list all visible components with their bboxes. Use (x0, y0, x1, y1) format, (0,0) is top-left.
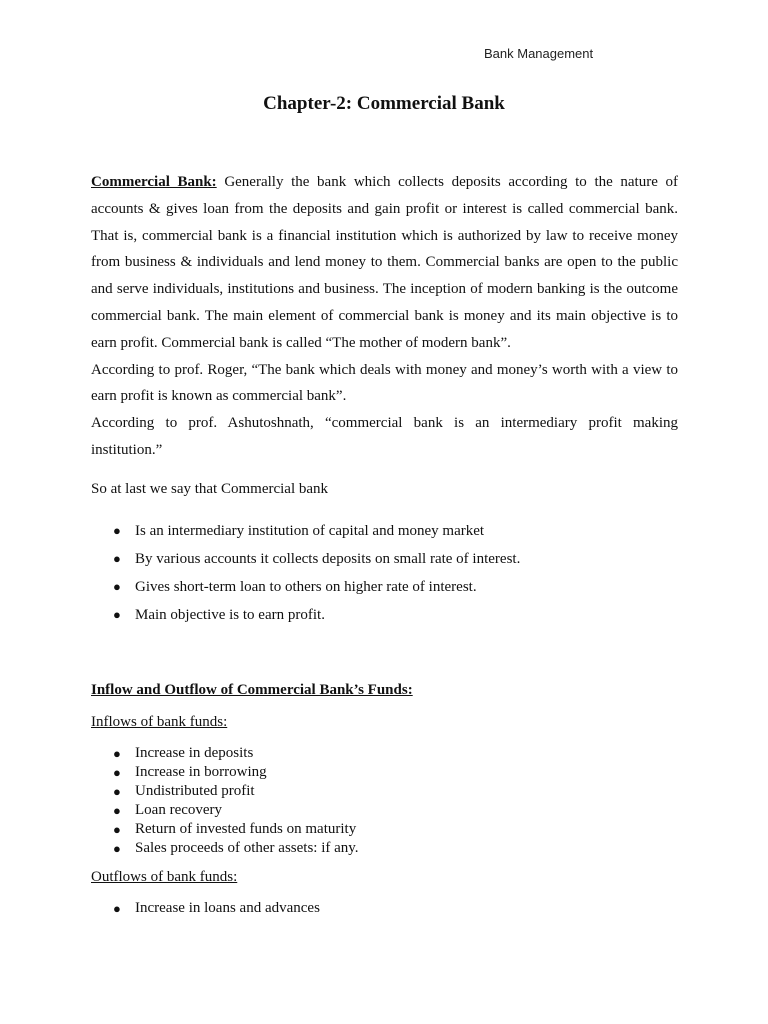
list-item (91, 820, 678, 839)
list-item (91, 782, 678, 801)
bullet-icon: ● (113, 746, 121, 762)
list-item (91, 573, 678, 601)
chapter-title: Chapter-2: Commercial Bank (263, 93, 505, 114)
inflows-list (91, 744, 678, 858)
bullet-icon: ● (113, 900, 121, 916)
list-item-text: Gives short-term loan to others on higher rate of interest. (135, 578, 477, 595)
bullet-icon: ● (113, 550, 121, 566)
list-item (91, 839, 678, 858)
list-item-text: Undistributed profit (135, 783, 255, 800)
bullet-icon: ● (113, 841, 121, 857)
document-body (91, 169, 678, 918)
definition-paragraph (91, 169, 678, 357)
list-item (91, 801, 678, 820)
bullet-icon: ● (113, 784, 121, 800)
list-item-text: Main objective is to earn profit. (135, 606, 325, 623)
list-item (91, 899, 678, 918)
definition-text: Generally the bank which collects deposits according to the nature of accounts & gives loan from the deposits and gain profit or interest is called commercial bank. That is, commercial bank is a financial institution which is authorized by law to receive money from business & individuals and lend money to them. Commercial banks are open to the public and serve individuals, institutions and business. The inception of modern banking is the outcome commercial bank. The main element of commercial bank is money and its main objective is to earn profit. Commercial bank is called “The mother of modern bank”. (91, 174, 679, 351)
list-item-text: Is an intermediary institution of capital and money market (135, 522, 485, 539)
list-item (91, 517, 678, 545)
running-header: Bank Management (484, 46, 594, 61)
list-item-text: Return of invested funds on maturity (135, 821, 357, 838)
list-item-text: Increase in deposits (135, 745, 254, 762)
bullet-icon: ● (113, 765, 121, 781)
outflows-list (91, 899, 678, 918)
quote-roger: According to prof. Roger, “The bank which deals with money and money’s worth with a view to earn profit is known as commercial bank”. (91, 361, 678, 405)
list-item (91, 763, 678, 782)
inflows-heading: Inflows of bank funds: (91, 714, 228, 731)
bullet-icon: ● (113, 803, 121, 819)
bullet-icon: ● (113, 606, 121, 622)
summary-intro: So at last we say that Commercial bank (91, 480, 329, 497)
definition-term: Commercial Bank: (91, 174, 217, 190)
bullet-icon: ● (113, 822, 121, 838)
list-item-text: By various accounts it collects deposits on small rate of interest. (135, 550, 521, 567)
list-item-text: Increase in loans and advances (135, 899, 320, 916)
list-item (91, 744, 678, 763)
flows-section-heading: Inflow and Outflow of Commercial Bank’s Funds: (91, 681, 413, 698)
summary-list (91, 517, 678, 629)
list-item-text: Loan recovery (135, 802, 223, 819)
list-item (91, 545, 678, 573)
bullet-icon: ● (113, 578, 121, 594)
quote-ashutoshnath: According to prof. Ashutoshnath, “commercial bank is an intermediary profit making institution.” (91, 415, 678, 458)
list-item (91, 601, 678, 629)
list-item-text: Increase in borrowing (135, 764, 267, 781)
list-item-text: Sales proceeds of other assets: if any. (135, 840, 359, 857)
bullet-icon: ● (113, 522, 121, 538)
outflows-heading: Outflows of bank funds: (91, 869, 238, 886)
